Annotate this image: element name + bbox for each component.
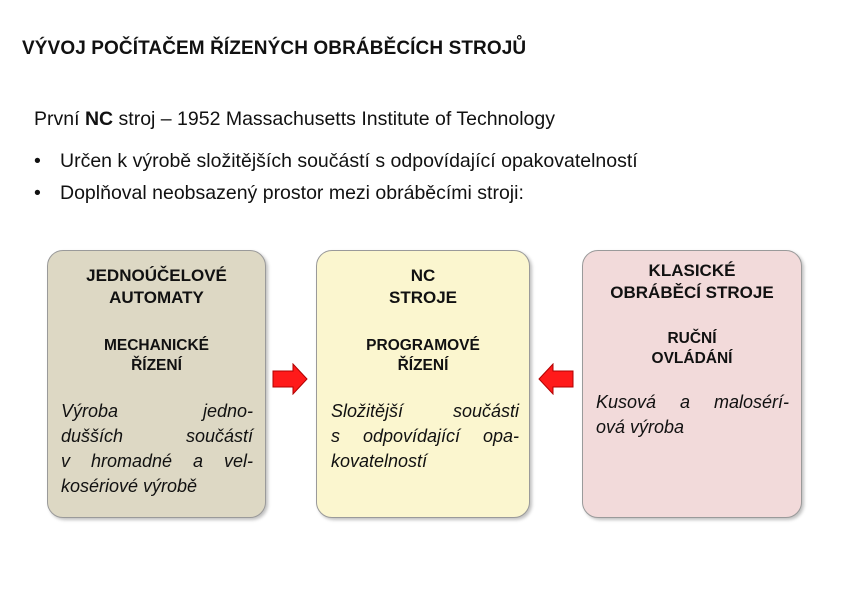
arrow-left-icon xyxy=(538,363,574,395)
box-description xyxy=(596,390,789,440)
box-description xyxy=(331,399,519,474)
box-control-line: ŘÍZENÍ xyxy=(397,357,449,374)
box-heading-line: KLASICKÉ xyxy=(648,261,736,280)
bullet-list xyxy=(34,150,638,214)
box-control xyxy=(583,329,801,369)
box-description-line: Složitější součásti xyxy=(331,401,519,421)
subtitle-prefix: První xyxy=(34,108,85,130)
box-heading-line: AUTOMATY xyxy=(109,288,204,307)
box-control-line: MECHANICKÉ xyxy=(103,337,210,354)
page-title: VÝVOJ POČÍTAČEM ŘÍZENÝCH OBRÁBĚCÍCH STROJŮ xyxy=(22,38,527,59)
subtitle xyxy=(34,108,555,131)
box-heading-line: NC xyxy=(410,266,436,285)
box-control xyxy=(317,336,529,376)
box-control-line: ŘÍZENÍ xyxy=(131,357,182,374)
box-description-line: Výroba jedno- xyxy=(61,401,253,421)
box-control xyxy=(48,336,265,376)
box-description-line: Kusová a malosérí- xyxy=(596,392,789,412)
box-description-line: kovatelností xyxy=(331,451,428,471)
subtitle-nc: NC xyxy=(84,108,114,130)
box-heading-line: STROJE xyxy=(388,288,458,307)
box-control-line: OVLÁDÁNÍ xyxy=(651,350,733,367)
box-description-line: s odpovídající opa- xyxy=(331,426,519,446)
box-nc-machines xyxy=(316,250,530,518)
box-dedicated-automats xyxy=(47,250,266,518)
box-description-line: ová výroba xyxy=(596,417,685,437)
box-description xyxy=(61,399,253,499)
box-description-line: kosériové výrobě xyxy=(61,476,198,496)
box-heading xyxy=(583,260,801,304)
bullet-item: • Doplňoval neobsazený prostor mezi obráběcími stroji: xyxy=(34,182,638,214)
box-description-line: v hromadné a vel- xyxy=(61,451,253,471)
box-classic-machines xyxy=(582,250,802,518)
box-heading xyxy=(48,265,265,309)
box-description-line: dušších součástí xyxy=(61,426,253,446)
box-heading-line: JEDNOÚČELOVÉ xyxy=(86,266,227,285)
bullet-item: • Určen k výrobě složitějších součástí s odpovídající opakovatelností xyxy=(34,150,638,182)
arrow-right-icon xyxy=(272,363,308,395)
subtitle-rest: stroj – 1952 Massachusetts Institute of Technology xyxy=(113,108,556,130)
box-control-line: RUČNÍ xyxy=(667,330,717,347)
box-heading xyxy=(317,265,529,309)
box-heading-line: OBRÁBĚCÍ STROJE xyxy=(610,283,774,302)
box-control-line: PROGRAMOVÉ xyxy=(366,337,480,354)
